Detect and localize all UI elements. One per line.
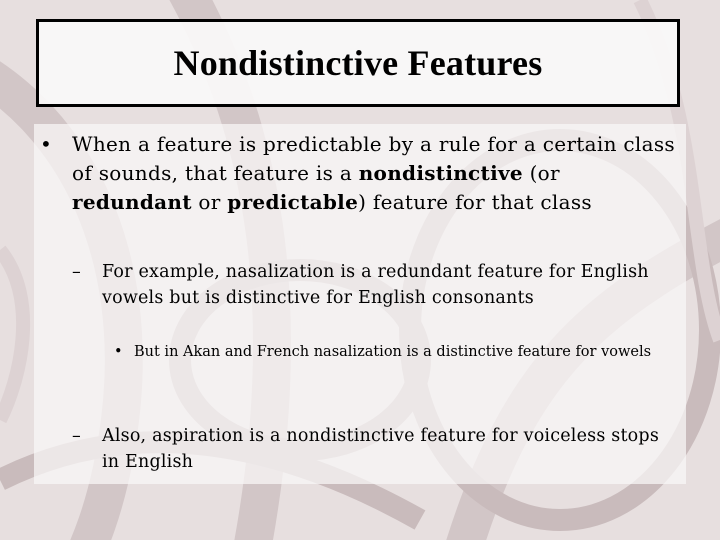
term-nondistinctive: nondistinctive <box>358 161 523 185</box>
slide-title: Nondistinctive Features <box>173 43 543 83</box>
bullet-level1 <box>40 130 680 217</box>
title-box <box>36 19 680 107</box>
bullet-text-c: or <box>191 190 228 214</box>
bullet-text-d: ) feature for that class <box>358 190 592 214</box>
dash-marker: – <box>72 262 81 282</box>
bullet-marker: • <box>40 132 53 156</box>
sub-bullet-text: Also, aspiration is a nondistinctive feature for voiceless stops in English <box>102 426 660 472</box>
term-predictable: predictable <box>227 190 359 214</box>
bullet-text <box>72 130 680 217</box>
bullet-level2-nasalization <box>72 259 672 311</box>
sub-bullet-text: For example, nasalization is a redundant feature for English vowels but is distinctive for English consonants <box>102 262 649 308</box>
subsub-bullet-text: But in Akan and French nasalization is a distinctive feature for vowels <box>134 344 652 360</box>
bullet-level3-akan-french <box>114 341 674 363</box>
dash-marker: – <box>72 426 81 446</box>
bullet-text-a: When a feature is predictable by a rule for a certain class of sounds, that feature is a <box>72 132 675 185</box>
bullet-marker: • <box>114 344 123 360</box>
bullet-level2-aspiration <box>72 423 672 475</box>
bullet-text-b: (or <box>522 161 560 185</box>
term-redundant: redundant <box>72 190 192 214</box>
